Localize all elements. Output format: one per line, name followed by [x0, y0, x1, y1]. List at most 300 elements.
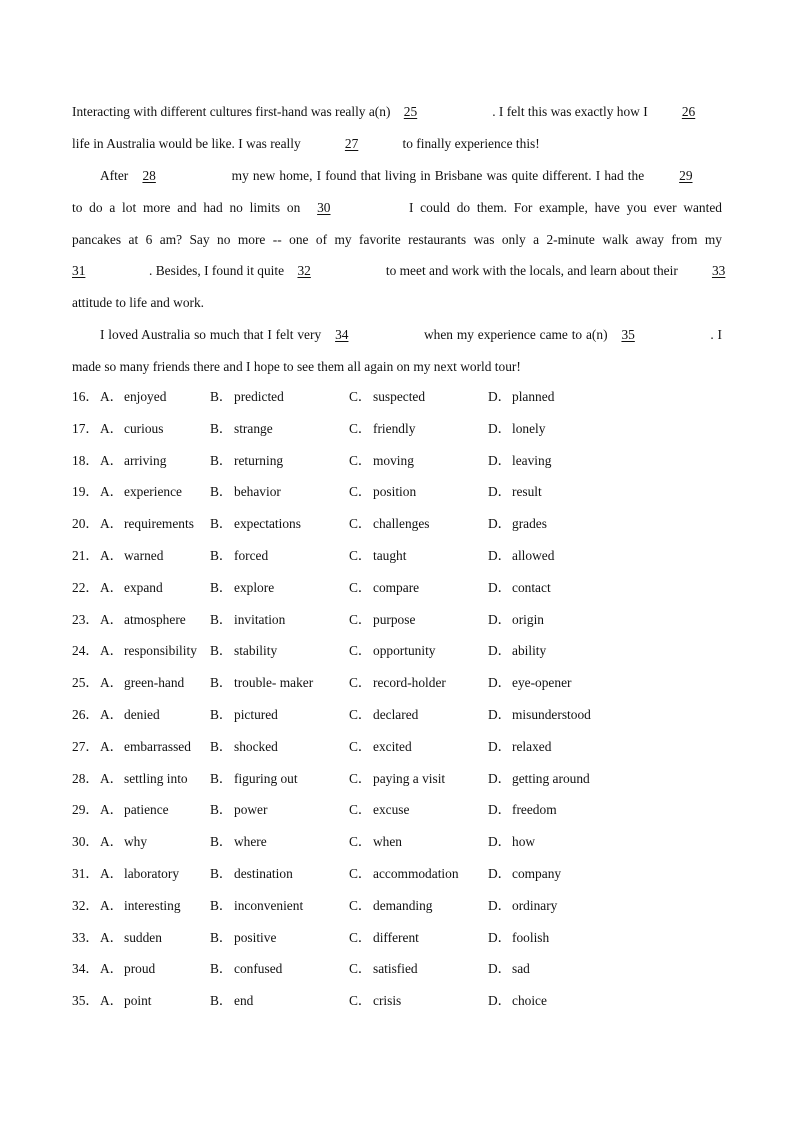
option-letter: B． [210, 897, 233, 913]
option-text: misunderstood [512, 706, 591, 722]
passage-text: I loved Australia so much that I felt very [100, 327, 322, 343]
option-letter: D． [488, 611, 512, 627]
option-text: end [234, 993, 254, 1009]
option-text: patience [124, 802, 169, 818]
option-text: accommodation [373, 865, 459, 881]
option-letter: C． [349, 611, 372, 627]
option-text: confused [234, 961, 283, 977]
option-text: moving [373, 452, 414, 468]
option-letter: D． [488, 547, 512, 563]
option-letter: D． [488, 452, 512, 468]
option-text: explore [234, 579, 275, 595]
option-a[interactable] [100, 768, 188, 790]
option-c[interactable] [349, 513, 430, 535]
cloze-passage [72, 101, 726, 388]
option-letter: D． [488, 420, 512, 436]
option-a[interactable] [100, 799, 169, 821]
option-d[interactable] [488, 958, 530, 980]
passage-text: to finally experience this! [402, 135, 540, 151]
option-letter: C． [349, 802, 372, 818]
option-b[interactable] [210, 640, 277, 662]
option-text: destination [234, 865, 293, 881]
option-d[interactable] [488, 450, 551, 472]
option-text: expectations [234, 516, 301, 532]
option-text: excuse [373, 802, 410, 818]
question-number: 20． [72, 516, 99, 532]
option-text: why [124, 834, 148, 850]
option-a[interactable] [100, 958, 155, 980]
option-letter: A． [100, 929, 124, 945]
passage-text: I could do them. For example, have you ever wanted [408, 199, 722, 215]
option-text: getting around [512, 770, 590, 786]
option-letter: A． [100, 993, 124, 1009]
option-c[interactable] [349, 704, 418, 726]
option-text: arriving [124, 452, 167, 468]
option-d[interactable] [488, 799, 557, 821]
option-b[interactable] [210, 704, 278, 726]
option-d[interactable] [488, 513, 547, 535]
option-b[interactable] [210, 990, 253, 1012]
option-text: requirements [124, 516, 194, 532]
option-letter: C． [349, 579, 372, 595]
option-d[interactable] [488, 672, 571, 694]
option-b[interactable] [210, 895, 303, 917]
option-c[interactable] [349, 736, 412, 758]
option-letter: D． [488, 516, 512, 532]
question-number: 16． [72, 389, 99, 404]
option-text: shocked [234, 738, 278, 754]
question-number: 26． [72, 706, 99, 722]
option-text: result [512, 484, 542, 500]
option-letter: A． [100, 452, 124, 468]
option-a[interactable] [100, 386, 166, 408]
option-text: paying a visit [373, 770, 446, 786]
option-d[interactable] [488, 831, 535, 853]
option-letter: B． [210, 547, 233, 563]
option-a[interactable] [100, 895, 181, 917]
passage-text: Interacting with different cultures first-hand was really a(n) [72, 104, 391, 119]
option-b[interactable] [210, 958, 282, 980]
blank-27[interactable]: 27 [344, 135, 359, 151]
option-letter: C． [349, 516, 372, 532]
option-b[interactable] [210, 768, 298, 790]
option-c[interactable] [349, 672, 446, 694]
blank-31[interactable]: 31 [72, 263, 86, 279]
option-a[interactable] [100, 450, 166, 472]
option-text: opportunity [373, 643, 436, 659]
option-d[interactable] [488, 895, 557, 917]
option-text: origin [512, 611, 544, 627]
option-c[interactable] [349, 863, 459, 885]
question-row [72, 927, 722, 959]
option-text: responsibility [124, 643, 197, 659]
option-letter: A． [100, 865, 124, 881]
option-letter: B． [210, 643, 233, 659]
option-letter: B． [210, 929, 233, 945]
option-letter: A． [100, 961, 124, 977]
option-letter: C． [349, 770, 372, 786]
option-d[interactable] [488, 418, 545, 440]
option-letter: D． [488, 993, 512, 1009]
question-row [72, 672, 722, 704]
option-text: lonely [512, 420, 546, 436]
question-row [72, 768, 722, 800]
option-d[interactable] [488, 768, 590, 790]
question-number: 21． [72, 547, 99, 563]
option-a[interactable] [100, 736, 191, 758]
option-a[interactable] [100, 545, 163, 567]
passage-text: my new home, I found that living in Brisbane was quite different. I had the [231, 167, 645, 183]
option-text: company [512, 865, 562, 881]
blank-26[interactable]: 26 [681, 104, 696, 119]
option-a[interactable] [100, 609, 186, 631]
option-letter: B． [210, 420, 233, 436]
option-letter: B． [210, 484, 233, 500]
answer-options [72, 386, 722, 1022]
option-text: invitation [234, 611, 286, 627]
option-letter: B． [210, 834, 233, 850]
option-text: ability [512, 643, 547, 659]
passage-line [72, 101, 722, 133]
option-d[interactable] [488, 990, 547, 1012]
option-text: denied [124, 706, 160, 722]
option-a[interactable] [100, 640, 197, 662]
option-letter: A． [100, 579, 124, 595]
option-c[interactable] [349, 895, 433, 917]
option-letter: B． [210, 579, 233, 595]
question-number: 19． [72, 484, 99, 500]
option-letter: D． [488, 706, 512, 722]
option-text: when [373, 834, 403, 850]
option-b[interactable] [210, 831, 267, 853]
option-c[interactable] [349, 768, 445, 790]
option-text: expand [124, 579, 163, 595]
blank-34[interactable]: 34 [335, 327, 349, 343]
passage-line [72, 133, 722, 165]
option-d[interactable] [488, 927, 549, 949]
question-row [72, 863, 722, 895]
option-a[interactable] [100, 481, 182, 503]
option-letter: A． [100, 484, 124, 500]
passage-line [72, 356, 722, 388]
option-c[interactable] [349, 927, 419, 949]
question-number: 34． [72, 961, 99, 977]
passage-text: made so many friends there and I hope to see them all again on my next world tour! [72, 359, 521, 375]
option-letter: B． [210, 961, 233, 977]
blank-25[interactable]: 25 [403, 104, 418, 119]
option-a[interactable] [100, 990, 152, 1012]
option-letter: C． [349, 993, 372, 1009]
option-letter: C． [349, 706, 372, 722]
blank-35[interactable]: 35 [621, 327, 635, 343]
option-letter: B． [210, 389, 233, 404]
option-letter: A． [100, 611, 124, 627]
option-c[interactable] [349, 640, 436, 662]
option-letter: A． [100, 738, 124, 754]
question-number: 32． [72, 897, 99, 913]
option-text: position [373, 484, 417, 500]
question-number: 24． [72, 643, 99, 659]
option-letter: C． [349, 929, 372, 945]
option-letter: B． [210, 452, 233, 468]
option-c[interactable] [349, 577, 419, 599]
blank-33[interactable]: 33 [711, 263, 726, 279]
option-a[interactable] [100, 831, 147, 853]
option-b[interactable] [210, 577, 274, 599]
option-letter: C． [349, 547, 372, 563]
option-d[interactable] [488, 736, 551, 758]
blank-28[interactable]: 28 [142, 167, 156, 183]
option-c[interactable] [349, 958, 418, 980]
question-row [72, 545, 722, 577]
option-c[interactable] [349, 990, 401, 1012]
option-text: predicted [234, 389, 284, 404]
option-text: settling into [124, 770, 188, 786]
question-row [72, 736, 722, 768]
option-text: relaxed [512, 738, 552, 754]
option-a[interactable] [100, 863, 179, 885]
question-row [72, 958, 722, 990]
passage-line [72, 229, 722, 261]
option-d[interactable] [488, 704, 591, 726]
option-letter: A． [100, 420, 124, 436]
option-letter: B． [210, 611, 233, 627]
option-letter: C． [349, 897, 372, 913]
option-text: eye-opener [512, 675, 572, 691]
option-letter: A． [100, 770, 124, 786]
option-text: different [373, 929, 419, 945]
option-text: warned [124, 547, 164, 563]
option-b[interactable] [210, 513, 301, 535]
option-text: satisfied [373, 961, 418, 977]
option-text: experience [124, 484, 182, 500]
option-letter: A． [100, 547, 124, 563]
option-text: behavior [234, 484, 281, 500]
passage-text: attitude to life and work. [72, 295, 205, 311]
blank-32[interactable]: 32 [297, 263, 311, 279]
option-text: green-hand [124, 675, 185, 691]
question-number: 18． [72, 452, 99, 468]
option-c[interactable] [349, 799, 409, 821]
option-letter: D． [488, 897, 512, 913]
passage-line [72, 165, 722, 197]
option-a[interactable] [100, 927, 162, 949]
option-letter: C． [349, 675, 372, 691]
option-text: pictured [234, 706, 278, 722]
question-row [72, 831, 722, 863]
option-b[interactable] [210, 481, 281, 503]
option-d[interactable] [488, 640, 546, 662]
option-a[interactable] [100, 577, 163, 599]
option-letter: D． [488, 865, 512, 881]
option-text: declared [373, 706, 419, 722]
option-d[interactable] [488, 577, 551, 599]
option-c[interactable] [349, 831, 402, 853]
option-a[interactable] [100, 513, 194, 535]
option-letter: C． [349, 961, 372, 977]
option-text: positive [234, 929, 277, 945]
option-letter: D． [488, 389, 512, 404]
option-letter: A． [100, 675, 124, 691]
option-text: taught [373, 547, 407, 563]
option-text: purpose [373, 611, 416, 627]
question-number: 17． [72, 420, 99, 436]
option-text: proud [124, 961, 156, 977]
option-a[interactable] [100, 418, 163, 440]
option-b[interactable] [210, 863, 293, 885]
option-text: figuring out [234, 770, 298, 786]
option-d[interactable] [488, 609, 544, 631]
option-letter: C． [349, 834, 372, 850]
question-row [72, 577, 722, 609]
option-letter: C． [349, 420, 372, 436]
option-b[interactable] [210, 450, 283, 472]
option-letter: A． [100, 643, 124, 659]
question-number: 25． [72, 675, 99, 691]
option-b[interactable] [210, 609, 285, 631]
question-number: 35． [72, 993, 99, 1009]
option-text: leaving [512, 452, 552, 468]
option-letter: B． [210, 802, 233, 818]
option-text: forced [234, 547, 269, 563]
option-text: sad [512, 961, 530, 977]
option-letter: A． [100, 897, 124, 913]
option-b[interactable] [210, 672, 313, 694]
option-letter: D． [488, 961, 512, 977]
option-letter: B． [210, 516, 233, 532]
option-text: freedom [512, 802, 557, 818]
option-text: sudden [124, 929, 162, 945]
option-c[interactable] [349, 418, 415, 440]
question-row [72, 990, 722, 1022]
option-letter: D． [488, 770, 512, 786]
option-a[interactable] [100, 704, 160, 726]
option-letter: C． [349, 452, 372, 468]
option-letter: B． [210, 706, 233, 722]
passage-line [72, 260, 726, 292]
option-letter: D． [488, 643, 512, 659]
question-row [72, 799, 722, 831]
option-letter: B． [210, 865, 233, 881]
option-letter: B． [210, 738, 233, 754]
question-row [72, 640, 722, 672]
option-text: foolish [512, 929, 550, 945]
question-number: 30． [72, 834, 99, 850]
option-text: laboratory [124, 865, 180, 881]
option-b[interactable] [210, 736, 278, 758]
option-text: grades [512, 516, 547, 532]
option-text: planned [512, 389, 555, 404]
option-text: atmosphere [124, 611, 186, 627]
option-b[interactable] [210, 418, 273, 440]
option-letter: D． [488, 579, 512, 595]
option-letter: D． [488, 802, 512, 818]
option-letter: C． [349, 738, 372, 754]
passage-text: to meet and work with the locals, and learn about their [385, 263, 678, 279]
option-letter: A． [100, 834, 124, 850]
option-b[interactable] [210, 386, 284, 408]
question-row [72, 418, 722, 450]
option-text: returning [234, 452, 284, 468]
option-text: demanding [373, 897, 433, 913]
option-letter: A． [100, 516, 124, 532]
question-number: 22． [72, 579, 99, 595]
option-c[interactable] [349, 609, 415, 631]
passage-line [72, 197, 722, 229]
question-number: 29． [72, 802, 99, 818]
option-c[interactable] [349, 545, 406, 567]
question-row [72, 609, 722, 641]
option-letter: C． [349, 484, 372, 500]
option-text: interesting [124, 897, 181, 913]
option-letter: C． [349, 865, 372, 881]
passage-text: . I [710, 327, 723, 343]
passage-text: when my experience came to a(n) [423, 327, 608, 343]
passage-text: After [100, 167, 129, 183]
option-text: record-holder [373, 675, 446, 691]
option-letter: D． [488, 738, 512, 754]
option-letter: C． [349, 389, 372, 404]
option-text: suspected [373, 389, 426, 404]
option-d[interactable] [488, 386, 554, 408]
option-text: compare [373, 579, 420, 595]
question-row [72, 386, 722, 418]
option-text: embarrassed [124, 738, 191, 754]
option-d[interactable] [488, 481, 542, 503]
option-text: stability [234, 643, 278, 659]
option-letter: D． [488, 484, 512, 500]
option-text: how [512, 834, 536, 850]
option-text: inconvenient [234, 897, 304, 913]
option-text: challenges [373, 516, 430, 532]
passage-text: . I felt this was exactly how I [492, 104, 648, 119]
option-c[interactable] [349, 481, 416, 503]
option-letter: D． [488, 929, 512, 945]
question-row [72, 895, 722, 927]
option-text: allowed [512, 547, 555, 563]
option-c[interactable] [349, 450, 414, 472]
option-d[interactable] [488, 863, 561, 885]
question-number: 23． [72, 611, 99, 627]
option-b[interactable] [210, 545, 268, 567]
option-letter: A． [100, 802, 124, 818]
question-number: 27． [72, 738, 99, 754]
option-text: strange [234, 420, 273, 436]
option-text: curious [124, 420, 164, 436]
option-a[interactable] [100, 672, 184, 694]
question-number: 31． [72, 865, 99, 881]
question-row [72, 513, 722, 545]
option-text: friendly [373, 420, 416, 436]
option-letter: A． [100, 389, 124, 404]
option-b[interactable] [210, 799, 267, 821]
blank-30[interactable]: 30 [317, 199, 331, 215]
option-text: contact [512, 579, 551, 595]
passage-text: to do a lot more and had no limits on [72, 199, 301, 215]
blank-29[interactable]: 29 [679, 167, 693, 183]
question-row [72, 450, 722, 482]
option-text: ordinary [512, 897, 558, 913]
passage-line [72, 292, 722, 324]
option-text: power [234, 802, 268, 818]
passage-line [72, 324, 722, 356]
question-number: 33． [72, 929, 99, 945]
option-c[interactable] [349, 386, 425, 408]
option-b[interactable] [210, 927, 276, 949]
option-letter: B． [210, 770, 233, 786]
option-text: point [124, 993, 152, 1009]
option-d[interactable] [488, 545, 554, 567]
